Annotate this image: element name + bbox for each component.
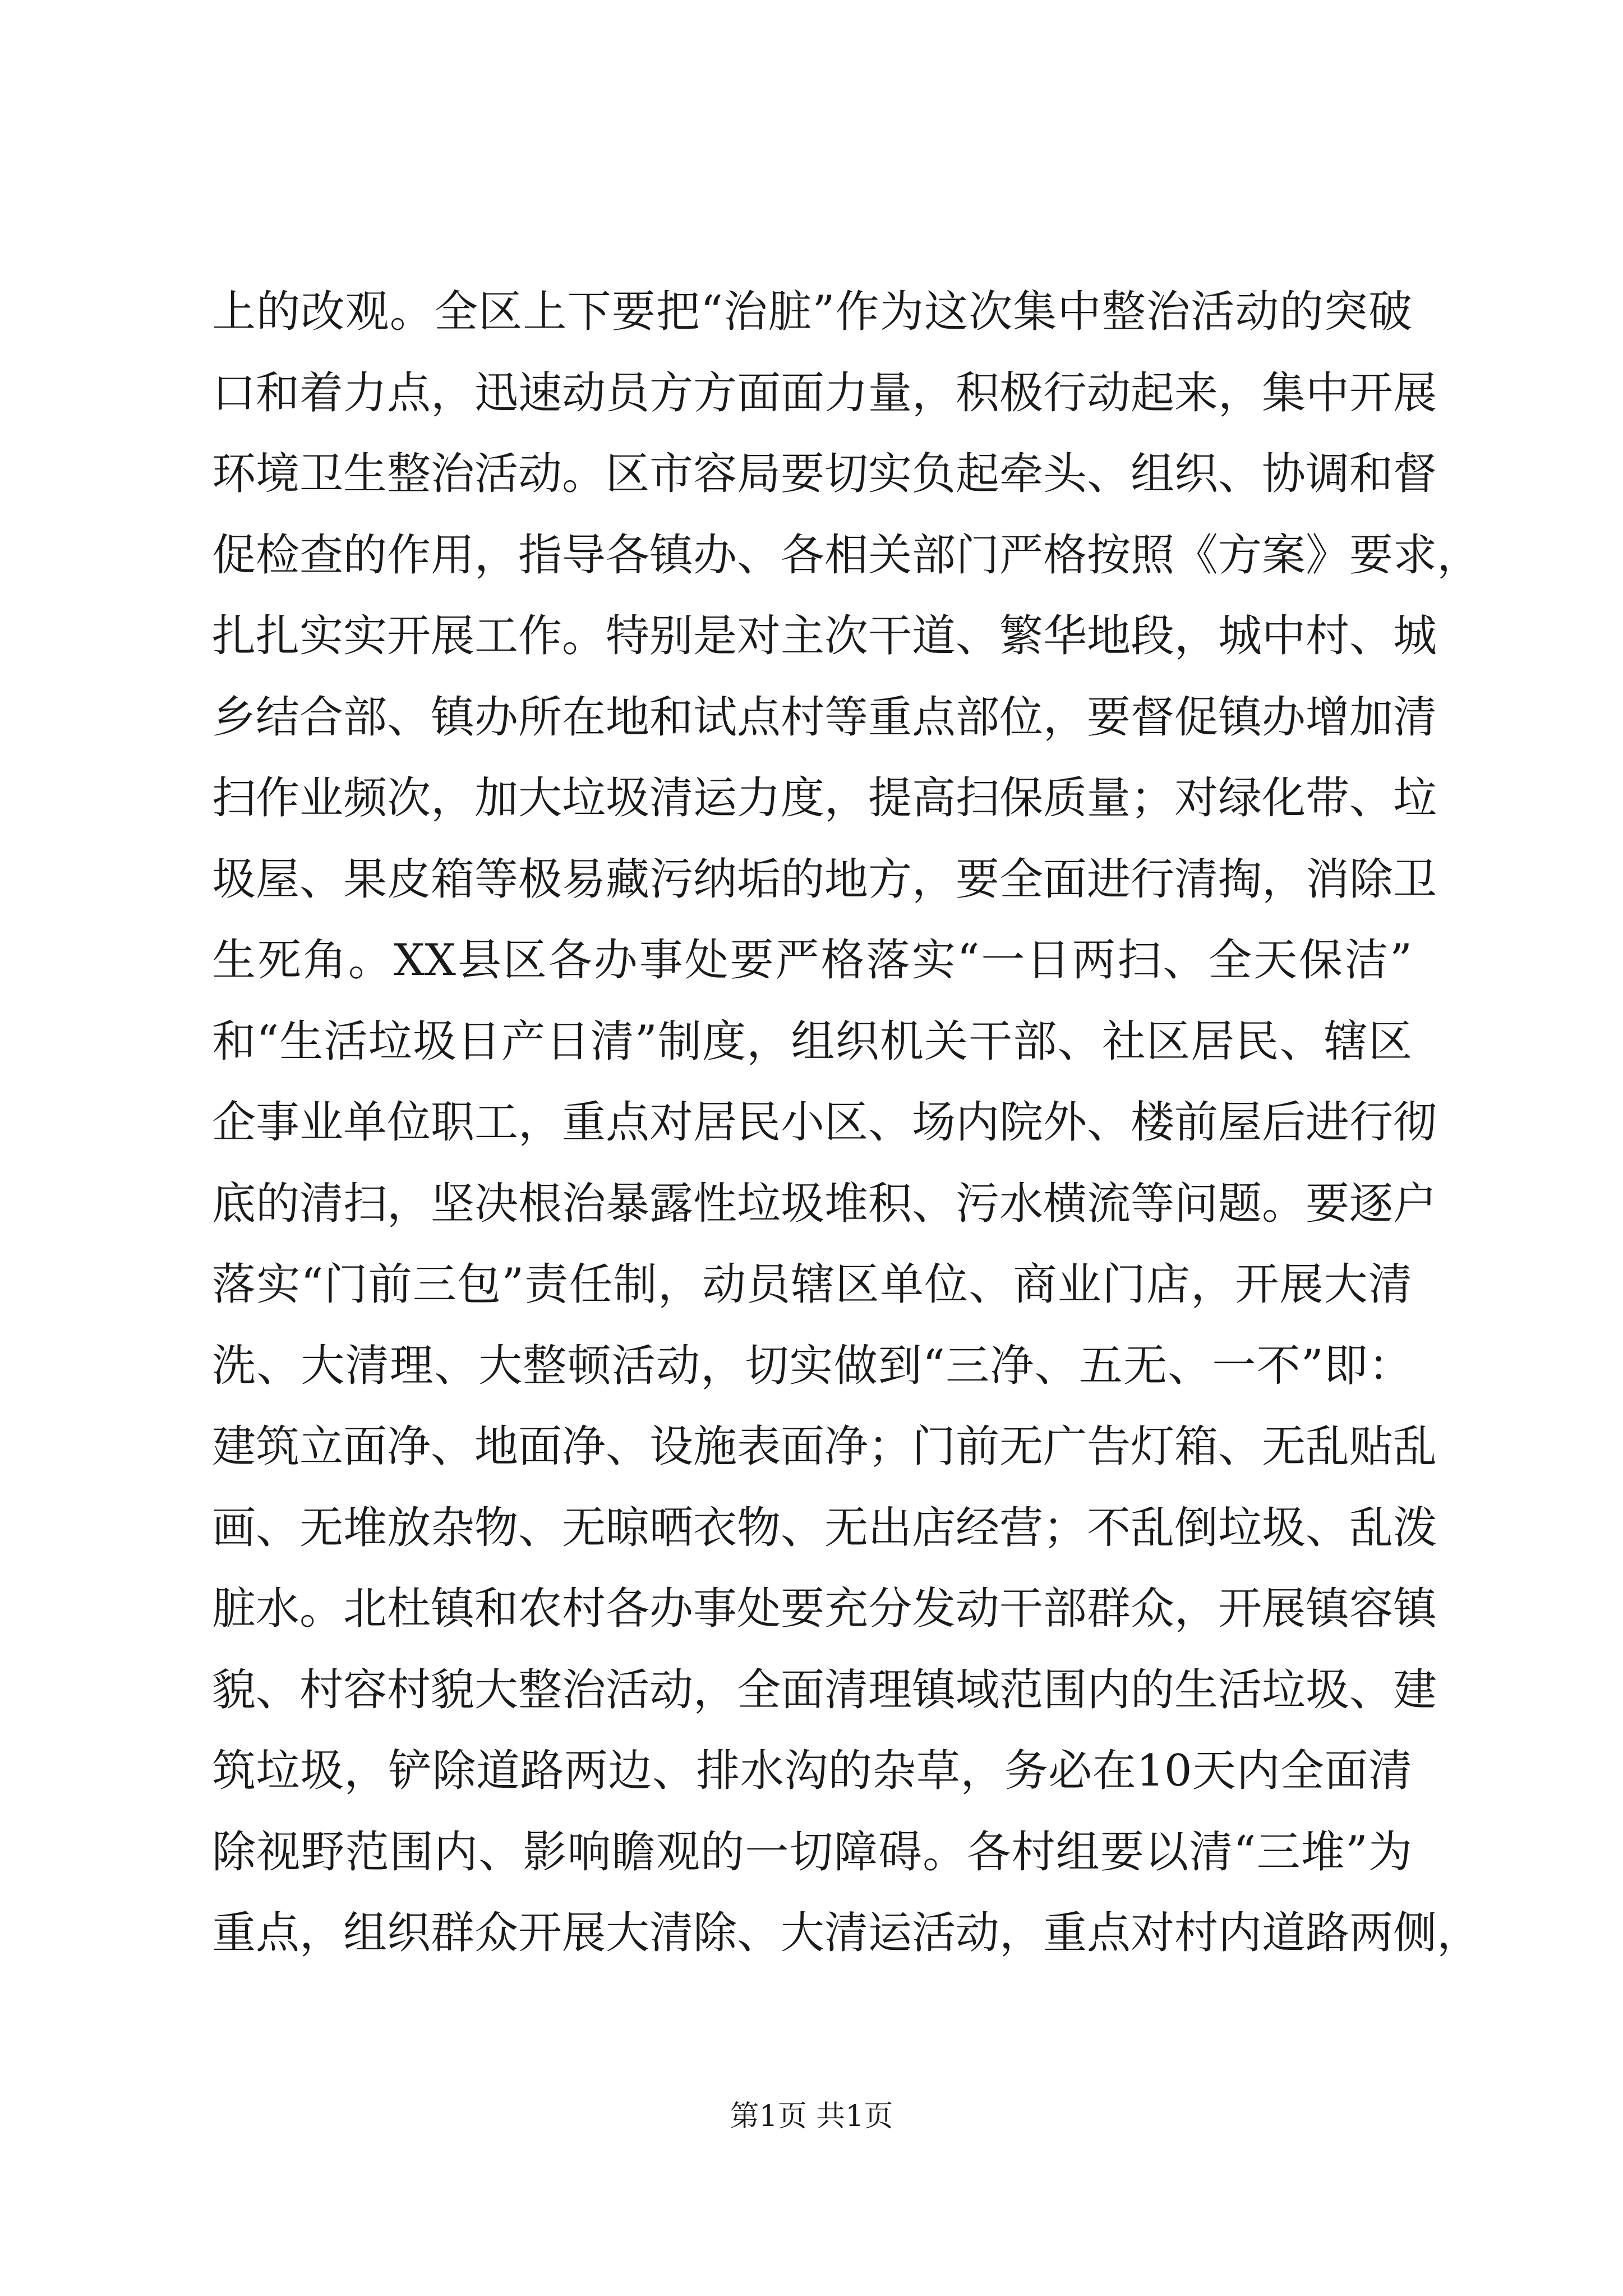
text-line: 除视野范围内、影响瞻观的一切障碍。各村组要以清“三堆”为 [212, 1826, 1412, 1878]
text-line: 口和着力点，迅速动员方方面面力量，积极行动起来，集中开展 [212, 367, 1437, 418]
text-line: 和“生活垃圾日产日清”制度，组织机关干部、社区居民、辖区 [212, 1016, 1412, 1067]
text-line: 环境卫生整治活动。区市容局要切实负起牵头、组织、协调和督 [212, 449, 1437, 499]
text-line: 脏水。北杜镇和农村各办事处要充分发动干部群众，开展镇容镇 [212, 1584, 1437, 1634]
text-line: 画、无堆放杂物、无晾晒衣物、无出店经营；不乱倒垃圾、乱泼 [212, 1502, 1437, 1553]
text-line: 圾屋、果皮箱等极易藏污纳垢的地方，要全面进行清掏，消除卫 [212, 854, 1437, 905]
text-line: 促检查的作用，指导各镇办、各相关部门严格按照《方案》要求， [212, 530, 1481, 581]
text-line: 乡结合部、镇办所在地和试点村等重点部位，要督促镇办增加清 [212, 692, 1437, 743]
text-line: 落实“门前三包”责任制，动员辖区单位、商业门店，开展大清 [212, 1259, 1412, 1310]
page-footer: 第1页 共1页 [730, 2100, 893, 2133]
text-line: 筑垃圾，铲除道路两边、排水沟的杂草，务必在10天内全面清 [212, 1746, 1412, 1796]
text-line: 上的改观。全区上下要把“治脏”作为这次集中整治活动的突破 [212, 287, 1412, 337]
text-line: 貌、村容村貌大整治活动，全面清理镇域范围内的生活垃圾、建 [212, 1664, 1437, 1715]
text-line: 扫作业频次，加大垃圾清运力度，提高扫保质量；对绿化带、垃 [212, 773, 1437, 823]
text-line: 生死角。XX县区各办事处要严格落实“一日两扫、全天保洁” [212, 935, 1412, 986]
text-line: 建筑立面净、地面净、设施表面净；门前无广告灯箱、无乱贴乱 [212, 1421, 1437, 1472]
body-text [212, 272, 1481, 1974]
text-line: 重点，组织群众开展大清除、大清运活动，重点对村内道路两侧， [212, 1908, 1481, 1958]
text-line: 底的清扫，坚决根治暴露性垃圾堆积、污水横流等问题。要逐户 [212, 1178, 1437, 1229]
text-line: 洗、大清理、大整顿活动，切实做到“三净、五无、一不”即： [212, 1340, 1412, 1391]
text-line: 扎扎实实开展工作。特别是对主次干道、繁华地段，城中村、城 [212, 611, 1437, 661]
text-line: 企事业单位职工，重点对居民小区、场内院外、楼前屋后进行彻 [212, 1097, 1437, 1148]
